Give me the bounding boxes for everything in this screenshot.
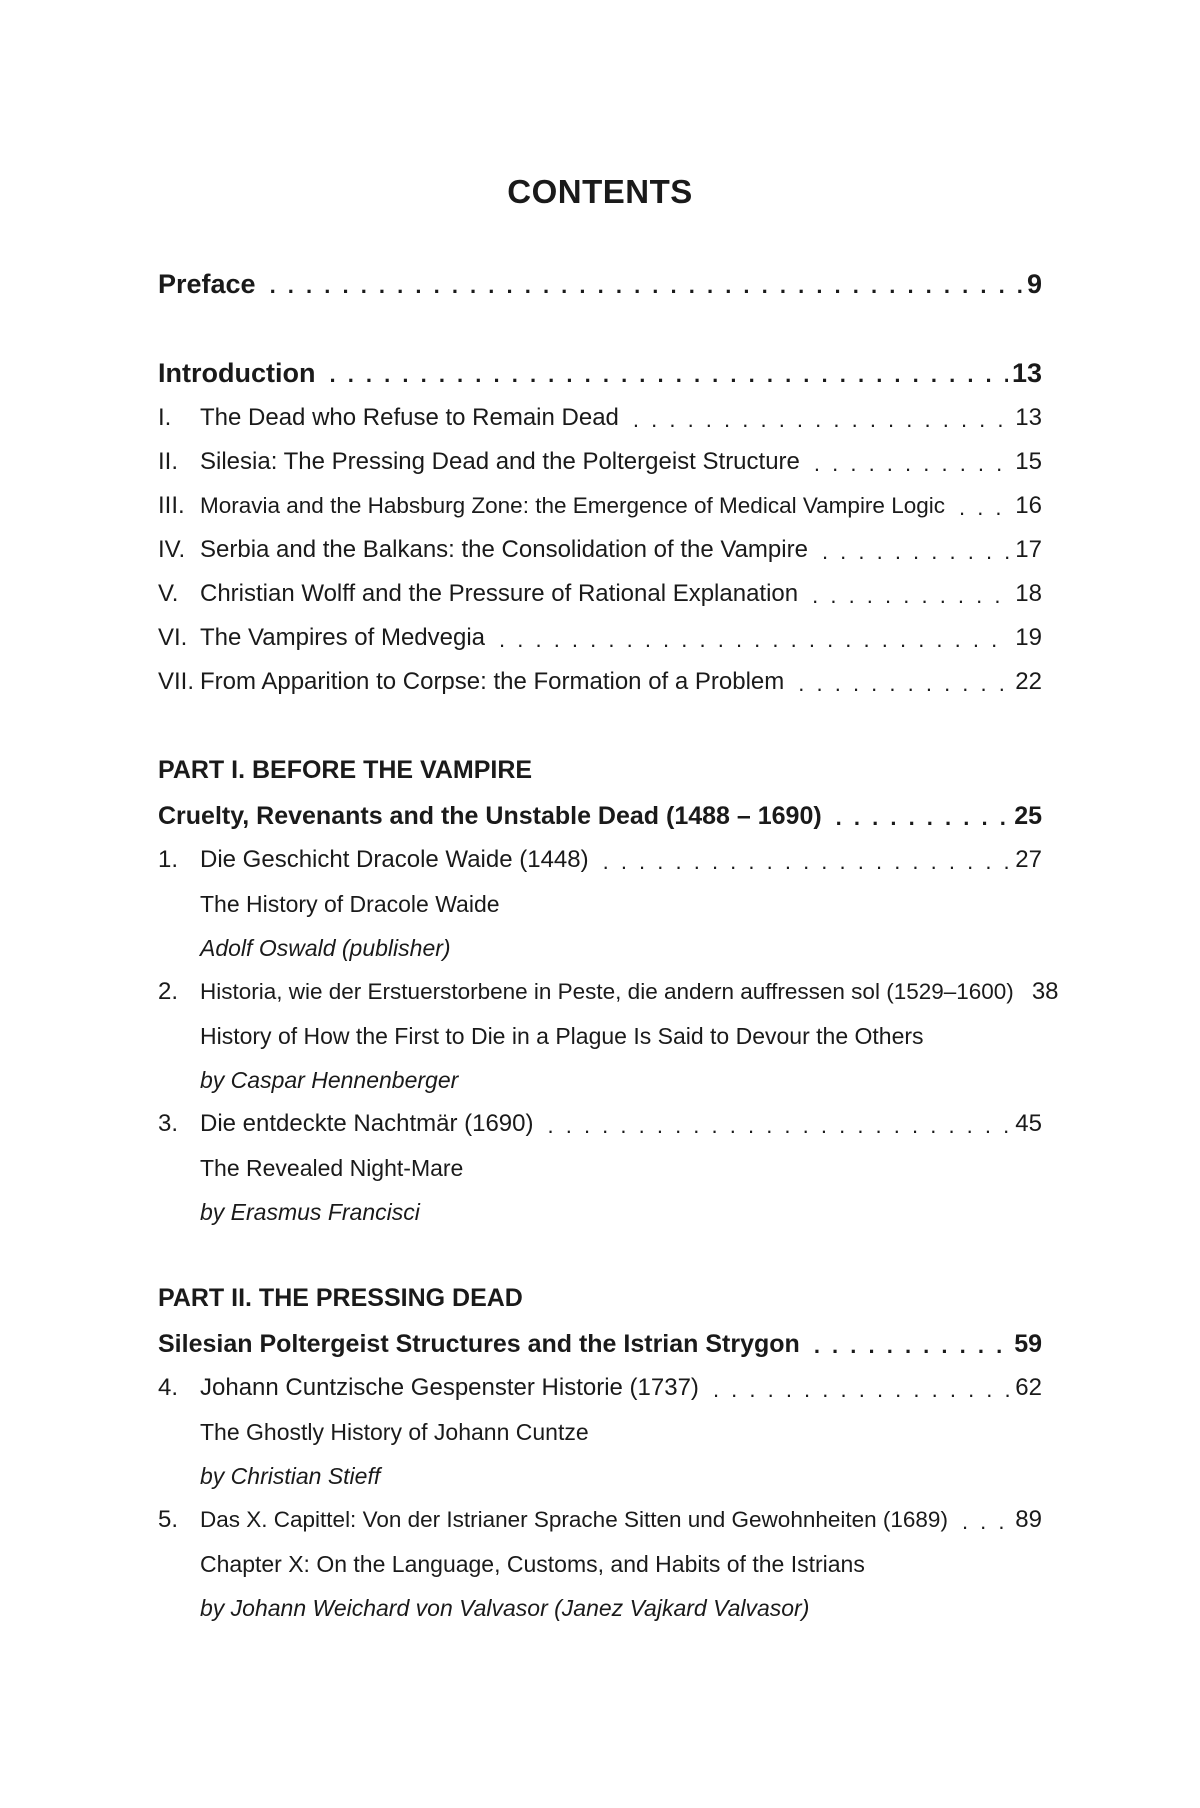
page-number: 15 <box>1015 448 1042 475</box>
page-number: 89 <box>1015 1506 1042 1533</box>
entry-label: Moravia and the Habsburg Zone: the Emergence of Medical Vampire Logic <box>200 493 945 518</box>
toc-entry[interactable] <box>200 618 1042 658</box>
toc-entry[interactable] <box>200 530 1042 570</box>
item-number: V. <box>158 580 179 607</box>
entry-author: by Caspar Hennenberger <box>200 1066 459 1093</box>
entry-label: Das X. Capittel: Von der Istrianer Sprache Sitten und Gewohnheiten (1689) <box>200 1507 948 1532</box>
entry-label: Historia, wie der Erstuerstorbene in Peste, die andern auffressen sol (1529–1600) <box>200 979 1014 1004</box>
dot-leader <box>814 1334 1010 1358</box>
dot-leader <box>836 806 1011 830</box>
entry-translation: History of How the First to Die in a Plague Is Said to Devour the Others <box>200 1022 924 1049</box>
item-number: 2. <box>158 978 179 1005</box>
toc-entry[interactable] <box>200 1368 1042 1408</box>
item-number: 4. <box>158 1374 179 1401</box>
item-number: 3. <box>158 1110 179 1137</box>
page-number: 62 <box>1015 1374 1042 1401</box>
page-number: 13 <box>1011 357 1042 388</box>
dot-leader <box>329 363 1007 387</box>
entry-author: by Christian Stieff <box>200 1462 381 1489</box>
entry-label: Serbia and the Balkans: the Consolidation of the Vampire <box>200 536 808 563</box>
entry-label: Christian Wolff and the Pressure of Rational Explanation <box>200 580 799 607</box>
entry-label: Johann Cuntzische Gespenster Historie (1737) <box>200 1374 699 1401</box>
part-subtitle-entry[interactable] <box>158 796 1042 836</box>
toc-entry[interactable] <box>200 574 1042 614</box>
toc-entry-introduction[interactable] <box>158 353 1042 393</box>
item-number: VI. <box>158 624 188 651</box>
toc-entry[interactable] <box>200 972 1059 1012</box>
part-subtitle: Silesian Poltergeist Structures and the Istrian Strygon <box>158 1329 800 1358</box>
dot-leader <box>499 628 1011 652</box>
part-heading: PART II. THE PRESSING DEAD <box>158 1283 523 1312</box>
toc-entry[interactable] <box>200 486 1042 526</box>
toc-entry[interactable] <box>200 398 1042 438</box>
page-number: 25 <box>1014 801 1042 830</box>
toc-entry[interactable] <box>200 662 1042 702</box>
entry-label: Die Geschicht Dracole Waide (1448) <box>200 846 589 873</box>
entry-label: Preface <box>158 268 256 299</box>
dot-leader <box>548 1114 1012 1138</box>
dot-leader <box>798 672 1011 696</box>
item-number: 1. <box>158 846 179 873</box>
entry-translation: The History of Dracole Waide <box>200 890 500 917</box>
entry-label: Die entdeckte Nachtmär (1690) <box>200 1110 534 1137</box>
entry-translation: The Ghostly History of Johann Cuntze <box>200 1418 589 1445</box>
item-number: II. <box>158 448 179 475</box>
page-number: 38 <box>1031 978 1059 1005</box>
page-number: 16 <box>1015 492 1042 519</box>
item-number: VII. <box>158 668 195 695</box>
page-number: 22 <box>1015 668 1042 695</box>
entry-label: The Vampires of Medvegia <box>200 624 486 651</box>
entry-translation: Chapter X: On the Language, Customs, and Habits of the Istrians <box>200 1550 865 1577</box>
entry-label: Introduction <box>158 357 316 388</box>
dot-leader <box>812 584 1011 608</box>
page-number: 18 <box>1015 580 1042 607</box>
dot-leader <box>814 452 1011 476</box>
dot-leader <box>822 540 1011 564</box>
entry-label: Silesia: The Pressing Dead and the Poltergeist Structure <box>200 448 800 475</box>
entry-author: by Johann Weichard von Valvasor (Janez Vajkard Valvasor) <box>200 1594 810 1621</box>
toc-entry-preface[interactable] <box>158 264 1042 304</box>
dot-leader <box>959 496 1011 520</box>
toc-entry[interactable] <box>200 1104 1042 1144</box>
part-heading: PART I. BEFORE THE VAMPIRE <box>158 755 533 784</box>
entry-author: by Erasmus Francisci <box>200 1198 420 1225</box>
page-number: 9 <box>1026 268 1042 299</box>
page-number: 45 <box>1015 1110 1042 1137</box>
page-number: 27 <box>1015 846 1042 873</box>
toc-entry[interactable] <box>200 1500 1042 1540</box>
page-number: 19 <box>1015 624 1042 651</box>
dot-leader <box>962 1510 1011 1534</box>
part-subtitle-entry[interactable] <box>158 1324 1042 1364</box>
item-number: III. <box>158 492 185 519</box>
item-number: 5. <box>158 1506 179 1533</box>
item-number: I. <box>158 404 172 431</box>
page-number: 59 <box>1014 1329 1042 1358</box>
dot-leader <box>633 408 1011 432</box>
entry-author: Adolf Oswald (publisher) <box>200 934 451 961</box>
toc-entry[interactable] <box>200 442 1042 482</box>
page-number: 17 <box>1015 536 1042 563</box>
dot-leader <box>270 274 1023 298</box>
dot-leader <box>713 1378 1011 1402</box>
page-title: CONTENTS <box>507 173 693 210</box>
toc-entry[interactable] <box>200 840 1042 880</box>
dot-leader <box>603 850 1012 874</box>
entry-label: The Dead who Refuse to Remain Dead <box>200 404 619 431</box>
item-number: IV. <box>158 536 186 563</box>
page-number: 13 <box>1015 404 1042 431</box>
part-subtitle: Cruelty, Revenants and the Unstable Dead (1488 – 1690) <box>158 801 822 830</box>
entry-label: From Apparition to Corpse: the Formation of a Problem <box>200 668 785 695</box>
entry-translation: The Revealed Night-Mare <box>200 1154 464 1181</box>
